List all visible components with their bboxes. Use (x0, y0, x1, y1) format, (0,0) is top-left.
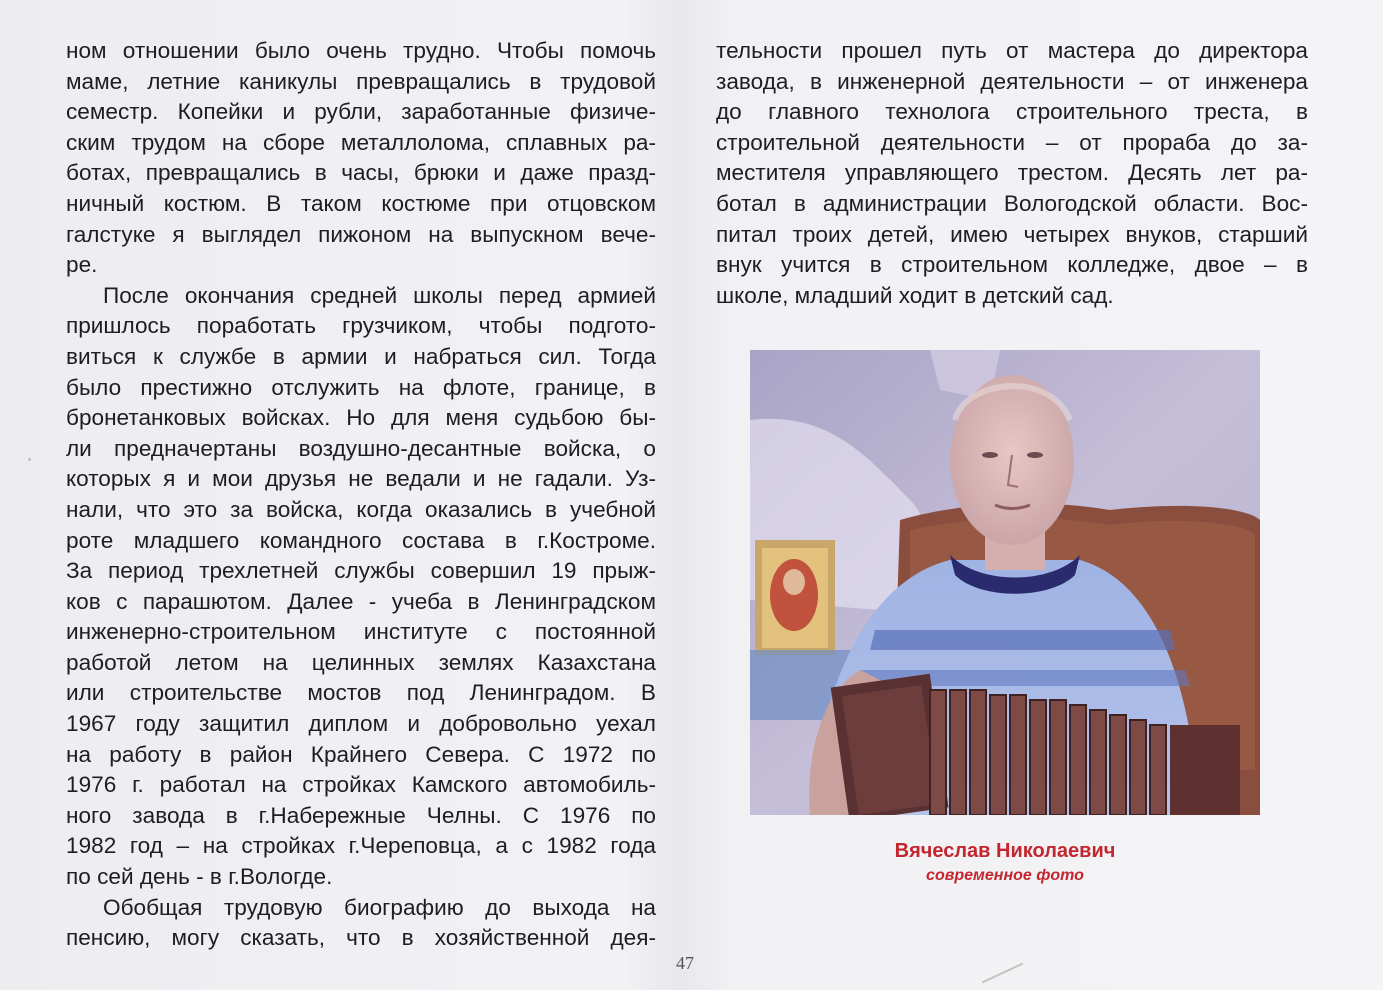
portrait-photo (750, 350, 1260, 815)
text-line: семестр. Копейки и рубли, заработанные физиче- (66, 99, 656, 125)
text-line: ном отношении было очень трудно. Чтобы помочь (66, 38, 656, 63)
text-line: ков с парашютом. Далее - учеба в Ленинградском (66, 588, 656, 614)
text-line: маме, летние каникулы превращались в трудовой (66, 68, 656, 94)
paragraph-start-line: После окончания средней школы перед армией (103, 282, 656, 308)
text-line: ским трудом на сборе металлолома, сплавных ра- (66, 129, 656, 155)
text-line: ботах, превращались в часы, брюки и даже празд- (66, 160, 656, 186)
paragraph-start-line: Обобщая трудовую биографию до выхода на (103, 894, 656, 920)
text-line: ботал в администрации Вологодской области. Вос- (716, 190, 1308, 216)
text-line: тельности прошел путь от мастера до директора (716, 38, 1308, 63)
text-line: пенсию, могу сказать, что в хозяйственной дея- (66, 925, 656, 951)
text-line: строительной деятельности – от прораба до за- (716, 129, 1308, 155)
scan-artifact (28, 458, 31, 461)
scan-artifact (982, 963, 1024, 984)
text-line: роте младшего командного состава в г.Костроме. (66, 527, 656, 553)
text-line: или строительстве мостов под Ленинградом. В (66, 680, 656, 706)
text-line: За период трехлетней службы совершил 19 прыж- (66, 558, 656, 584)
photo-caption-subtitle: современное фото (926, 867, 1084, 884)
text-line: 1982 год – на стройках г.Череповца, а с 1982 года (66, 833, 656, 859)
text-line: нали, что это за войска, когда оказались в учебной (66, 496, 656, 522)
text-line: пришлось поработать грузчиком, чтобы подгото- (66, 313, 656, 339)
text-line: питал троих детей, имею четырех внуков, старший (716, 221, 1308, 247)
text-line: галстуке я выглядел пижоном на выпускном вече- (66, 221, 656, 247)
portrait-illustration (750, 350, 1260, 815)
text-line: было престижно отслужить на флоте, границе, в (66, 374, 656, 400)
text-line: ли предначертаны воздушно-десантные войска, о (66, 435, 656, 461)
left-page-text (66, 36, 656, 954)
text-line: внук учится в строительном колледже, двое – в (716, 252, 1308, 278)
text-line: ре. (66, 252, 98, 278)
right-page-text (716, 36, 1308, 311)
text-line: завода, в инженерной деятельности – от инженера (716, 68, 1308, 94)
text-line: работой летом на целинных землях Казахстана (66, 649, 656, 675)
text-line: местителя управляющего трестом. Десять лет ра- (716, 160, 1308, 186)
text-line: ничный костюм. В таком костюме при отцовском (66, 190, 656, 216)
text-line: бронетанковых войсках. Но для меня судьбою бы- (66, 405, 656, 431)
text-line: по сей день - в г.Вологде. (66, 864, 333, 890)
text-line: ного завода в г.Набережные Челны. С 1976 по (66, 802, 656, 828)
text-line: инженерно-строительном институте с постоянной (66, 619, 656, 645)
text-line: виться к службе в армии и набраться сил. Тогда (66, 343, 656, 369)
text-line: школе, младший ходит в детский сад. (716, 282, 1114, 308)
page-number: 47 (676, 953, 694, 973)
text-line: 1976 г. работал на стройках Камского автомобиль- (66, 772, 656, 798)
text-line: на работу в район Крайнего Севера. С 1972 по (66, 741, 656, 767)
photo-caption-name: Вячеслав Николаевич (894, 840, 1116, 862)
text-line: которых я и мои друзья не ведали и не гадали. Уз- (66, 466, 656, 492)
text-line: 1967 году защитил диплом и добровольно уехал (66, 711, 656, 737)
text-line: до главного технолога строительного треста, в (716, 99, 1308, 125)
